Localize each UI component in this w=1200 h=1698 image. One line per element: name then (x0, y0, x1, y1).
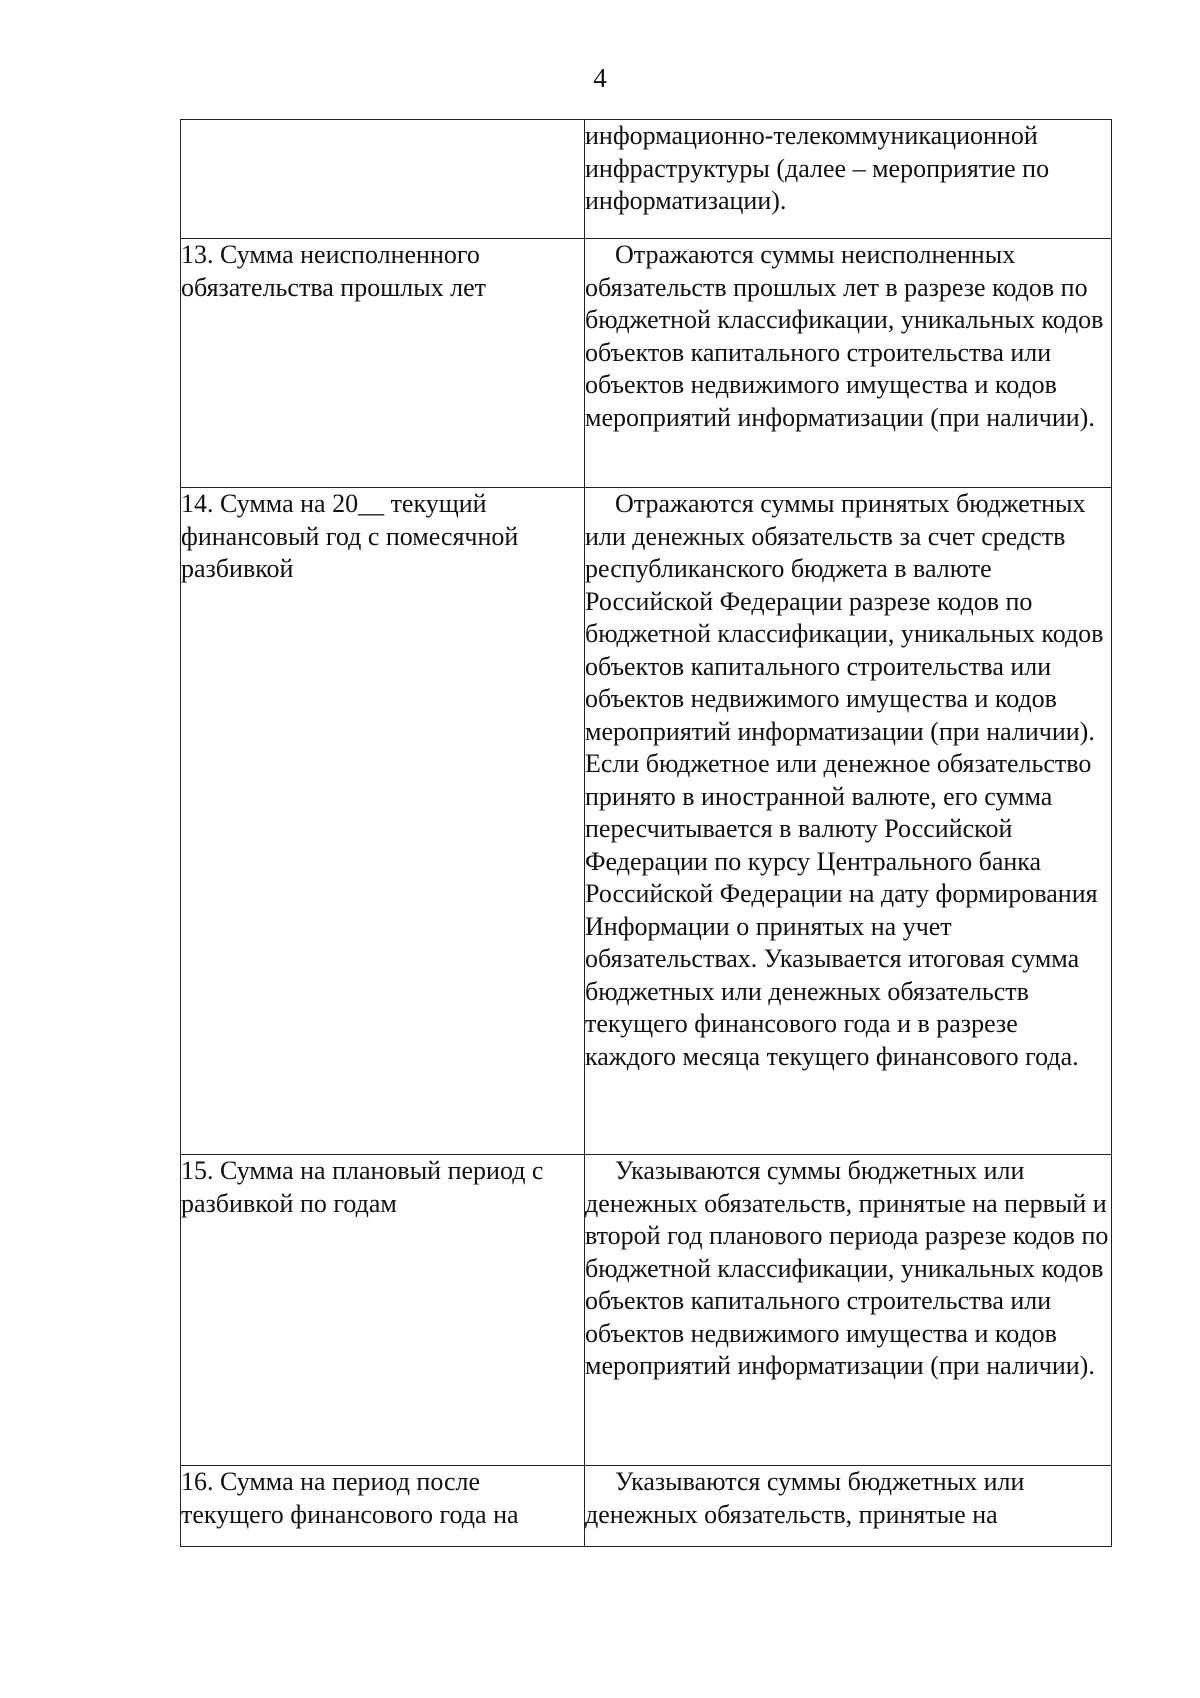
field-name-cell (181, 1155, 585, 1466)
field-description: Отражаются суммы неисполненных обязательств прошлых лет в разрезе кодов по бюджетной классификации, уникальных кодов объектов капитального строительства или объектов недвижимого имущества и кодов мероприятий информатизации (при наличии). (585, 240, 1104, 432)
table-row (181, 1466, 1112, 1547)
field-description: Указываются суммы бюджетных или денежных обязательств, принятые на (585, 1467, 1025, 1529)
table-row (181, 239, 1112, 488)
field-description-cell (585, 239, 1112, 488)
table-row (181, 488, 1112, 1155)
field-name-cell (181, 488, 585, 1155)
field-description: информационно-телекоммуникационной инфраструктуры (далее – мероприятие по информатизации). (585, 121, 1050, 215)
definitions-table (180, 119, 1112, 1547)
field-name: 13. Сумма неисполненного обязательства прошлых лет (181, 240, 487, 302)
field-description-cell (585, 1155, 1112, 1466)
field-description-cell (585, 120, 1112, 239)
field-name: 16. Сумма на период после текущего финансового года на (181, 1467, 519, 1529)
field-name: 14. Сумма на 20__ текущий финансовый год с помесячной разбивкой (181, 489, 519, 583)
field-description-cell (585, 488, 1112, 1155)
field-name-cell (181, 1466, 585, 1547)
table-row (181, 120, 1112, 239)
field-name: 15. Сумма на плановый период с разбивкой по годам (181, 1156, 544, 1218)
field-name-cell (181, 120, 585, 239)
page-number: 4 (593, 63, 607, 93)
field-name-cell (181, 239, 585, 488)
table-row (181, 1155, 1112, 1466)
field-description: Указываются суммы бюджетных или денежных обязательств, принятые на первый и второй год планового периода разрезе кодов по бюджетной классификации, уникальных кодов объектов капитального строительства или объектов недвижимого имущества и кодов мероприятий информатизации (при наличии). (585, 1156, 1109, 1380)
field-description-cell (585, 1466, 1112, 1547)
field-description: Отражаются суммы принятых бюджетных или денежных обязательств за счет средств республиканского бюджета в валюте Российской Федерации разрезе кодов по бюджетной классификации, уникальных кодов объектов капитального строительства или объектов недвижимого имущества и кодов мероприятий информатизации (при наличии). Если бюджетное или денежное обязательство принято в иностранной валюте, его сумма пересчитывается в валюту Российской Федерации по курсу Центрального банка Российской Федерации на дату формирования Информации о принятых на учет обязательствах. Указывается итоговая сумма бюджетных или денежных обязательств текущего финансового года и в разрезе каждого месяца текущего финансового года. (585, 489, 1104, 1071)
